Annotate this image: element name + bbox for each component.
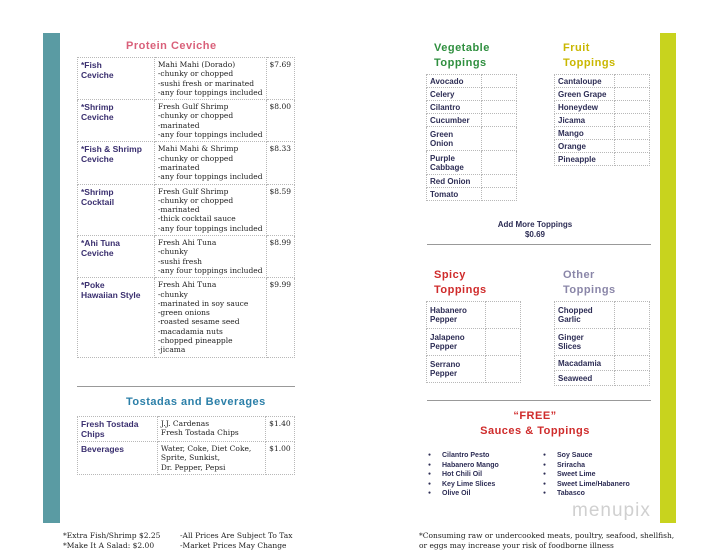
menu-item-desc-line: -green onions — [157, 308, 210, 318]
add-more-label: Add More Toppings — [497, 220, 573, 229]
topping-row — [427, 88, 517, 101]
consumption-warning — [419, 531, 674, 551]
tostadas-table — [77, 416, 295, 475]
menu-item-description — [154, 184, 266, 235]
sauce-item: ● Sweet Lime/Habanero — [543, 480, 630, 490]
lime-side-bar — [660, 33, 676, 523]
menu-item-price: $1.00 — [266, 442, 295, 475]
topping-item: Honeydew — [555, 101, 615, 114]
topping-checkbox-cell — [482, 127, 517, 151]
menu-item-name-line: *Shrimp — [81, 102, 114, 113]
menu-item-name-line: Fresh Tostada — [81, 419, 139, 429]
menu-item-desc-line: J.J. Cardenas — [160, 419, 210, 428]
other-title-line: Toppings — [563, 284, 616, 296]
topping-checkbox-cell — [615, 329, 650, 356]
menu-item-row — [78, 278, 295, 357]
topping-checkbox-cell — [615, 114, 650, 127]
protein-ceviche-title: Protein Ceviche — [126, 40, 217, 52]
topping-checkbox-cell — [615, 127, 650, 140]
topping-checkbox-cell — [615, 140, 650, 153]
free-sauces-list-right — [543, 451, 630, 499]
menu-item-desc-line: -marinated — [157, 162, 200, 172]
sauce-item: ● Olive Oil — [428, 489, 499, 499]
topping-row — [555, 88, 650, 101]
menu-item-description — [154, 58, 266, 100]
vegetable-title-line: Toppings — [434, 57, 487, 69]
menu-item-description — [154, 278, 266, 357]
menu-item-price: $1.40 — [266, 417, 295, 442]
vegetable-title-line: Vegetable — [434, 42, 490, 54]
spicy-title-line: Spicy — [434, 269, 466, 281]
topping-row — [555, 114, 650, 127]
topping-checkbox-cell — [615, 75, 650, 88]
topping-row — [555, 153, 650, 166]
free-title-line: Sauces & Toppings — [480, 425, 590, 437]
menu-item-name-line: Cocktail — [81, 196, 115, 207]
menu-item-row — [78, 100, 295, 142]
extras-note — [63, 531, 160, 551]
free-sauces-list-left — [428, 451, 499, 499]
menu-item-row — [78, 142, 295, 184]
tax-note-line: -All Prices Are Subject To Tax — [180, 531, 293, 540]
topping-item: Green Onion — [427, 127, 482, 151]
menu-item-desc-line: -marinated — [157, 205, 200, 215]
sauce-item: ● Cilantro Pesto — [428, 451, 499, 461]
menu-item-price: $8.33 — [266, 142, 294, 184]
menu-item-desc-line: Fresh Ahi Tuna — [157, 238, 217, 248]
topping-item: Red Onion — [427, 175, 482, 188]
other-toppings-title — [563, 268, 616, 298]
topping-row — [427, 127, 517, 151]
topping-row — [427, 114, 517, 127]
topping-checkbox-cell — [482, 175, 517, 188]
menu-item-desc-line: -marinated in soy sauce — [157, 298, 249, 308]
topping-item: Serrano Pepper — [427, 356, 486, 383]
topping-checkbox-cell — [615, 101, 650, 114]
menupix-watermark: menupix — [572, 500, 651, 521]
topping-row — [427, 356, 521, 383]
sauce-item: ● Sweet Lime — [543, 470, 630, 480]
topping-item: Orange — [555, 140, 615, 153]
menu-item-desc-line: -any four toppings included — [157, 172, 263, 182]
vegetable-toppings-table — [426, 74, 517, 201]
other-toppings-table — [554, 301, 650, 386]
topping-checkbox-cell — [482, 114, 517, 127]
menu-item-desc-line: -chopped pineapple — [157, 336, 233, 346]
menu-item-desc-line: -sushi fresh or marinated — [157, 78, 255, 88]
menu-item-name — [78, 278, 155, 357]
menu-item-desc-line: -roasted sesame seed — [157, 317, 240, 327]
other-title-line: Other — [563, 269, 595, 281]
menu-item-name-line: *Poke — [81, 280, 105, 291]
topping-row — [555, 302, 650, 329]
menu-item-row — [78, 442, 295, 475]
menu-item-desc-line: -macadamia nuts — [157, 326, 223, 336]
menu-item-desc-line: -jicama — [157, 345, 186, 355]
topping-row — [427, 329, 521, 356]
menu-item-desc-line: -chunky — [157, 247, 188, 257]
menu-item-desc-line: -marinated — [157, 120, 200, 130]
topping-item: Chopped Garlic — [555, 302, 615, 329]
fruit-title-line: Toppings — [563, 57, 616, 69]
topping-checkbox-cell — [482, 151, 517, 175]
spicy-title-line: Toppings — [434, 284, 487, 296]
topping-checkbox-cell — [615, 88, 650, 101]
menu-item-desc-line: -any four toppings included — [157, 130, 263, 140]
fruit-toppings-title — [563, 41, 616, 71]
menu-item-row — [78, 58, 295, 100]
topping-row — [555, 356, 650, 371]
topping-row — [555, 371, 650, 386]
menu-item-desc-line: -chunky or chopped — [157, 153, 234, 163]
tostadas-title: Tostadas and Beverages — [126, 396, 266, 408]
topping-row — [555, 140, 650, 153]
topping-row — [427, 101, 517, 114]
topping-checkbox-cell — [482, 101, 517, 114]
menu-item-name-line: *Fish & Shrimp — [81, 144, 142, 155]
fruit-title-line: Fruit — [563, 42, 590, 54]
sauce-item: ● Habanero Mango — [428, 461, 499, 471]
menu-item-desc-line: -chunky or chopped — [157, 69, 234, 79]
menu-item-desc-line: -chunky or chopped — [157, 111, 234, 121]
topping-item: Pineapple — [555, 153, 615, 166]
menu-item-price: $8.00 — [266, 100, 294, 142]
topping-item: Jicama — [555, 114, 615, 127]
topping-row — [427, 188, 517, 201]
topping-checkbox-cell — [615, 302, 650, 329]
menu-item-row — [78, 417, 295, 442]
menu-item-price: $8.59 — [266, 184, 294, 235]
spicy-toppings-title — [434, 268, 487, 298]
menu-item-description — [154, 100, 266, 142]
extras-note-line: *Extra Fish/Shrimp $2.25 — [63, 531, 161, 540]
topping-checkbox-cell — [486, 356, 521, 383]
menu-item-name — [78, 100, 155, 142]
menu-item-description — [157, 442, 265, 475]
menu-item-name — [78, 142, 155, 184]
sauce-item: ● Tabasco — [543, 489, 630, 499]
sauce-item: ● Hot Chili Oil — [428, 470, 499, 480]
menu-item-desc-line: Fresh Ahi Tuna — [157, 280, 217, 290]
menu-item-name — [78, 236, 155, 278]
extras-note-line: *Make It A Salad: $2.00 — [63, 541, 155, 550]
menu-item-price: $8.99 — [266, 236, 294, 278]
menu-item-description — [157, 417, 265, 442]
menu-item-row — [78, 236, 295, 278]
topping-item: Cucumber — [427, 114, 482, 127]
topping-checkbox-cell — [486, 329, 521, 356]
menu-item-desc-line: Mahi Mahi (Dorado) — [157, 60, 236, 69]
menu-item-desc-line: -any four toppings included — [157, 265, 263, 275]
tax-note — [180, 531, 292, 551]
menu-item-description — [154, 142, 266, 184]
menu-item-name — [78, 58, 155, 100]
add-more-toppings — [470, 220, 600, 240]
menu-item-name-line: Ceviche — [81, 154, 114, 165]
topping-row — [555, 75, 650, 88]
topping-checkbox-cell — [615, 153, 650, 166]
topping-item: Habanero Pepper — [427, 302, 486, 329]
protein-ceviche-table — [77, 57, 295, 358]
menu-item-description — [154, 236, 266, 278]
tax-note-line: -Market Prices May Change — [180, 541, 287, 550]
free-sauces-title — [470, 409, 600, 439]
menu-item-row — [78, 184, 295, 235]
topping-row — [427, 151, 517, 175]
menu-item-price: $9.99 — [266, 278, 294, 357]
topping-row — [555, 101, 650, 114]
menu-item-desc-line: Fresh Gulf Shrimp — [157, 102, 229, 112]
topping-checkbox-cell — [482, 188, 517, 201]
menu-item-desc-line: Sprite, Sunkist, — [160, 453, 221, 463]
menu-item-name-line: Ceviche — [81, 112, 114, 123]
teal-side-bar — [43, 33, 60, 523]
warning-line: *Consuming raw or undercooked meats, poultry, seafood, shellfish, — [419, 531, 675, 540]
sauce-item: ● Key Lime Slices — [428, 480, 499, 490]
topping-row — [427, 175, 517, 188]
menu-item-name-line: *Fish — [81, 60, 102, 70]
topping-checkbox-cell — [486, 302, 521, 329]
topping-item: Avocado — [427, 75, 482, 88]
spicy-toppings-table — [426, 301, 521, 383]
menu-item-name-line: Hawaiian Style — [81, 290, 141, 301]
section-divider — [427, 244, 651, 245]
menu-item-desc-line: Fresh Tostada Chips — [160, 428, 239, 438]
menu-item-desc-line: -chunky or chopped — [157, 195, 234, 205]
menu-item-desc-line: -any four toppings included — [157, 223, 263, 233]
menu-item-name — [78, 417, 158, 442]
topping-item: Green Grape — [555, 88, 615, 101]
topping-item: Purple Cabbage — [427, 151, 482, 175]
fruit-toppings-table — [554, 74, 650, 166]
topping-checkbox-cell — [482, 75, 517, 88]
section-divider — [77, 386, 295, 387]
section-divider — [427, 400, 651, 401]
topping-row — [555, 127, 650, 140]
topping-checkbox-cell — [615, 371, 650, 386]
menu-item-desc-line: Water, Coke, Diet Coke, — [160, 444, 252, 453]
vegetable-toppings-title — [434, 41, 490, 71]
menu-item-name-line: Ceviche — [81, 70, 114, 80]
warning-line: or eggs may increase your risk of foodborne illness — [419, 541, 614, 550]
topping-item: Jalapeno Pepper — [427, 329, 486, 356]
topping-checkbox-cell — [615, 356, 650, 371]
topping-row — [427, 75, 517, 88]
topping-row — [555, 329, 650, 356]
menu-item-name-line: Ceviche — [81, 248, 114, 259]
topping-checkbox-cell — [482, 88, 517, 101]
menu-item-name-line: Beverages — [81, 444, 125, 454]
topping-item: Seaweed — [555, 371, 615, 386]
sauce-item: ● Soy Sauce — [543, 451, 630, 461]
menu-item-price: $7.69 — [266, 58, 294, 100]
menu-item-desc-line: -any four toppings included — [157, 87, 263, 97]
menu-item-name — [78, 184, 155, 235]
topping-item: Cantaloupe — [555, 75, 615, 88]
menu-item-name-line: *Shrimp — [81, 186, 114, 197]
topping-item: Ginger Slices — [555, 329, 615, 356]
topping-row — [427, 302, 521, 329]
add-more-price: $0.69 — [524, 230, 546, 239]
menu-item-desc-line: -sushi fresh — [157, 256, 203, 266]
topping-item: Cilantro — [427, 101, 482, 114]
menu-item-name-line: *Ahi Tuna — [81, 238, 121, 249]
menu-item-name-line: Chips — [81, 429, 105, 439]
topping-item: Celery — [427, 88, 482, 101]
menu-item-desc-line: -thick cocktail sauce — [157, 214, 236, 224]
sauce-item: ● Sriracha — [543, 461, 630, 471]
menu-item-name — [78, 442, 158, 475]
topping-item: Macadamia — [555, 356, 615, 371]
topping-item: Tomato — [427, 188, 482, 201]
menu-item-desc-line: -chunky — [157, 289, 188, 299]
menu-item-desc-line: Dr. Pepper, Pepsi — [160, 462, 226, 472]
topping-item: Mango — [555, 127, 615, 140]
free-title-line: “FREE” — [513, 410, 557, 422]
menu-item-desc-line: Mahi Mahi & Shrimp — [157, 144, 239, 154]
menu-item-desc-line: Fresh Gulf Shrimp — [157, 186, 229, 196]
